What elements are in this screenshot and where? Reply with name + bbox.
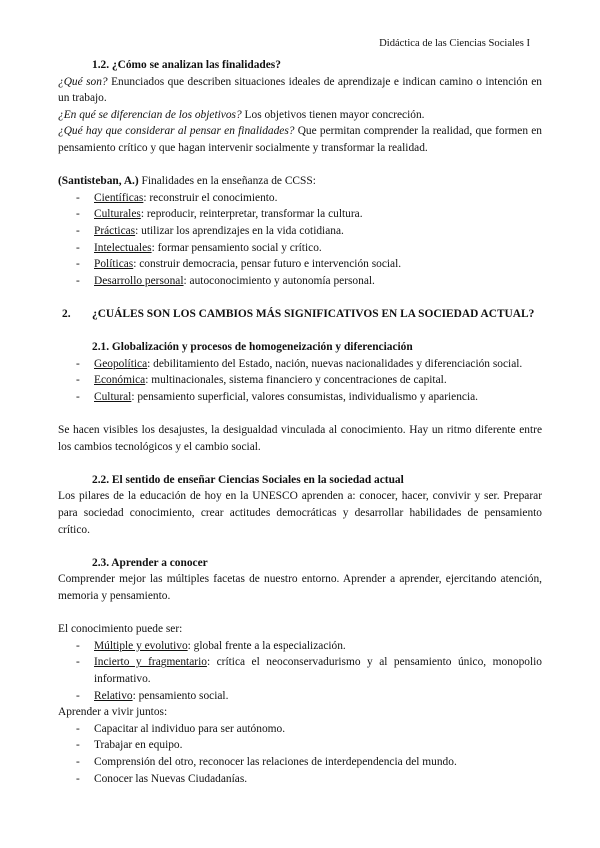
item-text: Conocer las Nuevas Ciudadanías. <box>94 772 248 785</box>
item-desc: : global frente a la especialización. <box>187 639 346 652</box>
list-item: - Comprensión del otro, reconocer las relaciones de interdependencia del mundo. <box>58 754 542 771</box>
author-citation: (Santisteban, A.) <box>58 175 139 188</box>
item-term: Económica <box>94 374 146 387</box>
item-term: Cultural <box>94 390 132 403</box>
paragraph-difference <box>58 107 542 124</box>
item-term: Desarrollo personal <box>94 274 184 287</box>
item-desc: : reconstruir el conocimiento. <box>143 191 278 204</box>
item-desc: : construir democracia, pensar futuro e intervención social. <box>133 258 402 271</box>
list-item: - Trabajar en equipo. <box>58 737 542 754</box>
item-desc: : formar pensamiento social y crítico. <box>151 241 322 254</box>
item-term: Culturales <box>94 208 141 221</box>
together-intro: Aprender a vivir juntos: <box>58 706 168 719</box>
answer-text: Los objetivos tienen mayor concreción. <box>241 108 425 121</box>
list-item: - Múltiple y evolutivo: global frente a la especialización. <box>76 639 346 652</box>
item-desc: : pensamiento superficial, valores consumistas, individualismo y apariencia. <box>131 390 479 403</box>
answer-text: Enunciados que describen situaciones ideales de aprendizaje e indican camino o intención en un trabajo. <box>58 75 543 105</box>
paragraph-consider <box>58 123 542 156</box>
heading-2-2: 2.2. El sentido de enseñar Ciencias Sociales en la sociedad actual <box>92 473 404 486</box>
running-header: Didáctica de las Ciencias Sociales I <box>379 38 530 49</box>
item-text: Comprensión del otro, reconocer las relaciones de interdependencia del mundo. <box>94 755 457 768</box>
answer-text: Que permitan comprender la realidad, que formen en pensamiento crítico y que hagan intervenir socialmente y transformar la realidad. <box>58 125 542 154</box>
list-item: - Cultural: pensamiento superficial, valores consumistas, individualismo y apariencia. <box>76 390 479 403</box>
list-item: - Incierto y fragmentario: crítica el neoconservadurismo y al pensamiento único, monopolio informativo. <box>76 656 542 685</box>
section-number: 2. <box>62 307 71 320</box>
list-item: - Científicas: reconstruir el conocimiento. <box>76 191 278 204</box>
question-label: ¿En qué se diferencian de los objetivos? <box>58 108 242 121</box>
item-term: Prácticas <box>94 224 136 237</box>
document-body <box>58 57 542 787</box>
heading-2-1: 2.1. Globalización y procesos de homogeneización y diferenciación <box>92 341 413 354</box>
item-text: Trabajar en equipo. <box>94 739 183 752</box>
heading-2-3: 2.3. Aprender a conocer <box>92 556 208 569</box>
item-desc: : autoconocimiento y autonomía personal. <box>183 274 375 287</box>
list-item: - Capacitar al individuo para ser autónomo. <box>58 721 542 738</box>
list-item: - Económica: multinacionales, sistema financiero y concentraciones de capital. <box>76 374 447 387</box>
list-item: - Relativo: pensamiento social. <box>76 689 229 702</box>
list-item: - Políticas: construir democracia, pensar futuro e intervención social. <box>76 258 402 271</box>
list-item: - Conocer las Nuevas Ciudadanías. <box>58 771 542 788</box>
question-label: ¿Qué hay que considerar al pensar en finalidades? <box>58 125 295 138</box>
item-text: Capacitar al individuo para ser autónomo. <box>94 722 286 735</box>
paragraph-what-are <box>58 74 542 107</box>
item-term: Políticas <box>94 258 134 271</box>
together-list <box>58 721 542 787</box>
globalization-list <box>58 356 542 406</box>
knowledge-list <box>58 638 542 704</box>
knowledge-intro: El conocimiento puede ser: <box>58 623 183 636</box>
item-desc: : debilitamiento del Estado, nación, nuevas nacionalidades y diferenciación social. <box>147 357 523 370</box>
item-desc: : crítica el neoconservadurismo y al pensamiento único, monopolio informativo. <box>94 656 542 685</box>
question-label: ¿Qué son? <box>58 75 108 88</box>
item-term: Geopolítica <box>94 357 148 370</box>
item-term: Intelectuales <box>94 241 152 254</box>
list-item: - Desarrollo personal: autoconocimiento y autonomía personal. <box>76 274 375 287</box>
intro-text: Finalidades en la enseñanza de CCSS: <box>138 175 316 188</box>
item-term: Incierto y fragmentario <box>94 656 207 669</box>
section-title: ¿CUÁLES SON LOS CAMBIOS MÁS SIGNIFICATIVOS EN LA SOCIEDAD ACTUAL? <box>92 307 535 320</box>
list-item: - Prácticas: utilizar los aprendizajes en la vida cotidiana. <box>76 224 344 237</box>
finalities-list <box>58 190 542 290</box>
item-desc: : multinacionales, sistema financiero y concentraciones de capital. <box>145 374 447 387</box>
santisteban-intro <box>58 173 542 190</box>
paragraph-unesco: Los pilares de la educación de hoy en la UNESCO aprenden a: conocer, hacer, convivir y ser. Preparar para sociedad conocimiento, crear actitudes democráticas y desarrollar habilidades de pensamiento crítico. <box>58 490 542 536</box>
paragraph-understand: Comprender mejor las múltiples facetas de nuestro entorno. Aprender a aprender, ejercitando atención, memoria y pensamiento. <box>58 573 542 602</box>
list-item: - Intelectuales: formar pensamiento social y crítico. <box>76 241 322 254</box>
item-term: Múltiple y evolutivo <box>94 639 188 652</box>
list-item: - Culturales: reproducir, reinterpretar, transformar la cultura. <box>76 208 363 221</box>
item-term: Científicas <box>94 191 144 204</box>
heading-2 <box>58 306 542 323</box>
list-item: - Geopolítica: debilitamiento del Estado, nación, nuevas nacionalidades y diferenciación social. <box>76 357 523 370</box>
item-desc: : utilizar los aprendizajes en la vida cotidiana. <box>135 224 344 237</box>
heading-1-2: 1.2. ¿Cómo se analizan las finalidades? <box>92 59 281 71</box>
item-desc: : pensamiento social. <box>132 689 229 702</box>
paragraph-mismatches: Se hacen visibles los desajustes, la desigualdad vinculada al conocimiento. Hay un ritmo diferente entre los cambios tecnológicos y el cambio social. <box>58 424 542 453</box>
item-term: Relativo <box>94 689 133 702</box>
item-desc: : reproducir, reinterpretar, transformar la cultura. <box>140 208 363 221</box>
